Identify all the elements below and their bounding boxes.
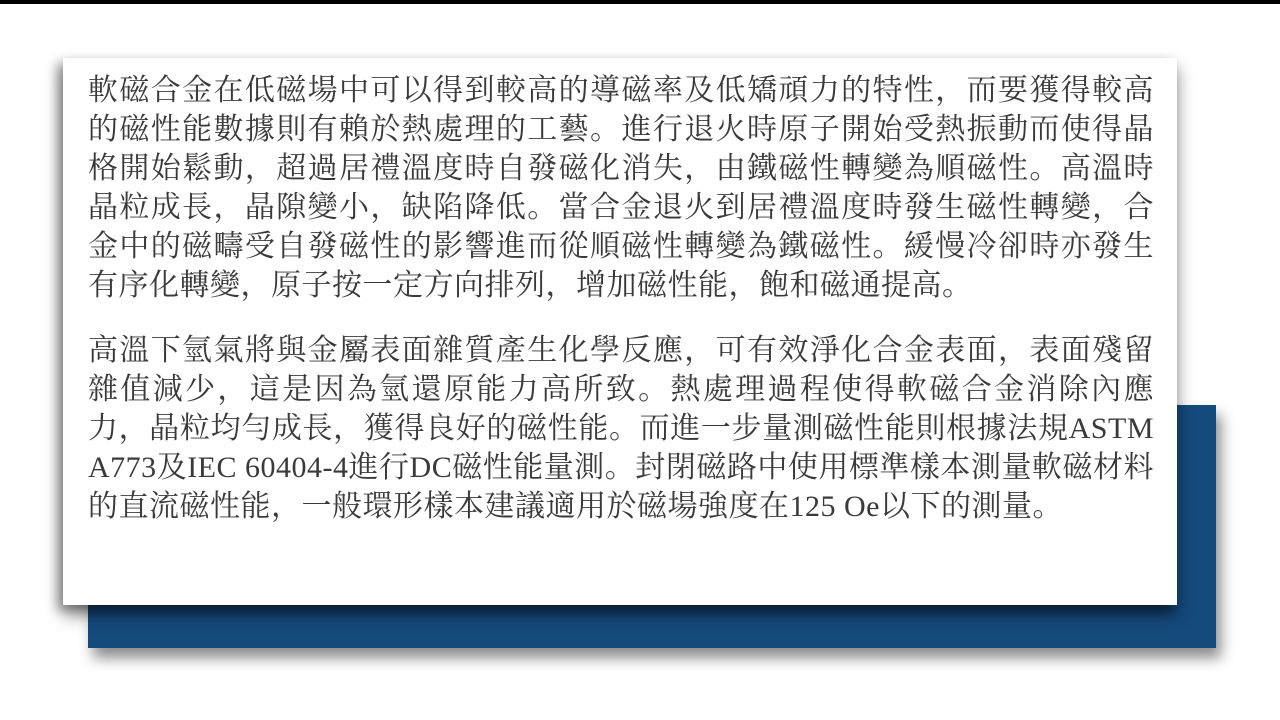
paragraph-hydrogen-and-measurement: 高溫下氫氣將與金屬表面雜質產生化學反應，可有效淨化合金表面，表面殘留雜值減少，這是因為氫還原能力高所致。熱處理過程使得軟磁合金消除內應力，晶粒均勻成長，獲得良好的磁性能。而進一步量測磁性能則根據法規ASTM A773及IEC 60404-4進行DC磁性能量測。封閉磁路中使用標準樣本測量軟磁材料的直流磁性能，一般環形樣本建議適用於磁場強度在125 Oe以下的測量。 — [88, 334, 1154, 523]
top-border-bar — [0, 0, 1280, 4]
text-card — [63, 58, 1177, 605]
paragraph-heat-treatment: 軟磁合金在低磁場中可以得到較高的導磁率及低矯頑力的特性，而要獲得較高的磁性能數據則有賴於熱處理的工藝。進行退火時原子開始受熱振動而使得晶格開始鬆動，超過居禮溫度時自發磁化消失，由鐵磁性轉變為順磁性。高溫時晶粒成長，晶隙變小，缺陷降低。當合金退火到居禮溫度時發生磁性轉變，合金中的磁疇受自發磁性的影響進而從順磁性轉變為鐵磁性。緩慢冷卻時亦發生有序化轉變，原子按一定方向排列，增加磁性能，飽和磁通提高。 — [88, 74, 1154, 302]
